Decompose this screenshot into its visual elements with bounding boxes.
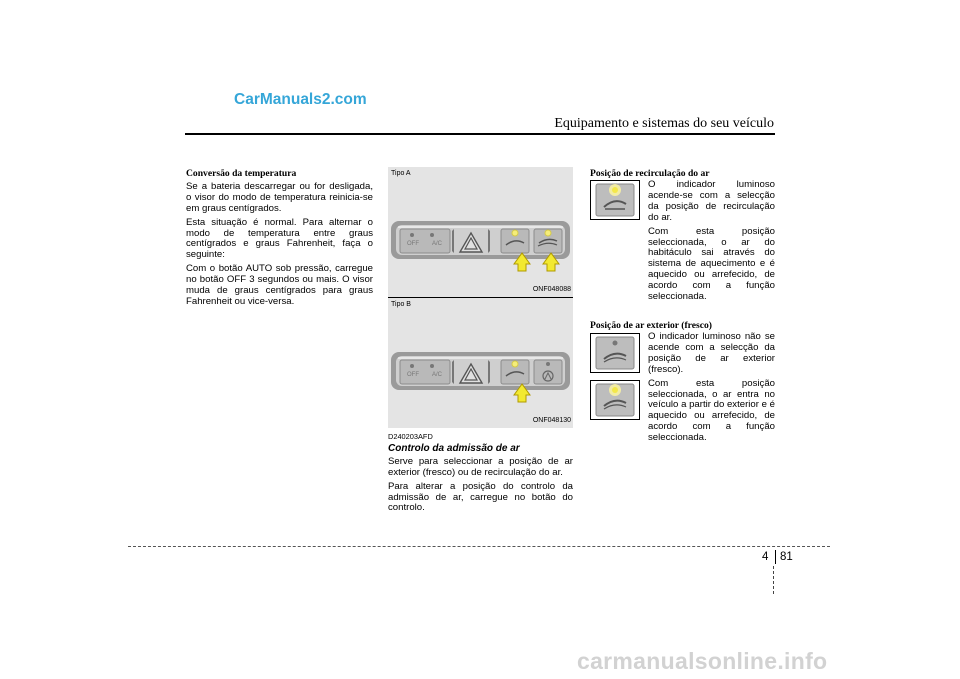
figure-type-a	[388, 167, 573, 297]
watermark-logo: CarManuals2.com	[234, 91, 367, 108]
air-intake-section	[388, 432, 573, 517]
page-number-divider	[775, 550, 776, 564]
paragraph: O indicador luminoso acende-se com a selecção da posição de recirculação do ar.	[648, 179, 775, 223]
footer-rule	[128, 546, 830, 547]
fresh-indicator-off-image	[590, 333, 640, 373]
ac-button-label: A/C	[432, 241, 443, 247]
paragraph: Esta situação é normal. Para alternar o modo de temperatura entre graus centígrados e graus Fahrenheit, faça o seguinte:	[186, 216, 373, 261]
recirc-indicator-image	[590, 180, 640, 220]
chapter-number: 4	[762, 551, 769, 563]
header-rule	[185, 133, 775, 135]
off-button-label: OFF	[407, 372, 419, 378]
bottom-watermark: carmanualsonline.info	[577, 648, 828, 674]
fresh-description	[648, 332, 775, 447]
paragraph: O indicador luminoso não se acende com a selecção da posição de ar exterior (fresco).	[648, 331, 775, 375]
paragraph: Com o botão AUTO sob pressão, carregue no botão OFF 3 segundos ou mais. O visor muda de graus centígrados para graus Fahrenheit ou vice-versa.	[186, 263, 373, 307]
ac-button-label: A/C	[432, 372, 443, 378]
fresh-indicator-on-image	[590, 380, 640, 420]
figure-label: Tipo B	[391, 301, 411, 308]
indicator-on-icon	[590, 380, 640, 420]
indicator-off-icon	[590, 333, 640, 373]
reference-code: D240203AFD	[388, 432, 433, 441]
paragraph: Para alterar a posição do controlo da admissão de ar, carregue no botão do controlo.	[388, 480, 573, 514]
figure-label: Tipo A	[391, 170, 411, 177]
figure-code: ONF048088	[532, 286, 571, 293]
paragraph: Serve para seleccionar a posição de ar exterior (fresco) ou de recirculação do ar.	[388, 455, 573, 478]
control-panel-illustration	[388, 167, 573, 297]
off-button-label: OFF	[407, 241, 419, 247]
paragraph: Com esta posição seleccionada, o ar entra no veículo a partir do exterior e é aquecido ou arrefecido, de acordo com a função seleccionada.	[648, 377, 775, 444]
figure-type-b	[388, 298, 573, 428]
indicator-on-icon	[590, 180, 640, 220]
temperature-conversion-section	[186, 169, 373, 311]
section-heading: Conversão da temperatura	[186, 168, 297, 179]
paragraph: Se a bateria descarregar ou for desligada, o visor do modo de temperatura reinicia-se em graus centígrados.	[186, 180, 373, 214]
section-title: Equipamento e sistemas do seu veículo	[554, 116, 774, 131]
recirc-heading: Posição de recirculação do ar	[590, 168, 710, 179]
page-number: 81	[780, 551, 793, 563]
control-panel-illustration	[388, 298, 573, 428]
fresh-heading: Posição de ar exterior (fresco)	[590, 320, 713, 331]
subtitle: Controlo da admissão de ar	[388, 442, 520, 454]
page-tick	[773, 566, 774, 594]
figure-code: ONF048130	[532, 417, 571, 424]
paragraph: Com esta posição seleccionada, o ar do habitáculo sai através do sistema de aquecimento e é aquecido ou arrefecido, de acordo com a função seleccionada.	[648, 225, 775, 303]
recirc-description	[648, 180, 775, 306]
